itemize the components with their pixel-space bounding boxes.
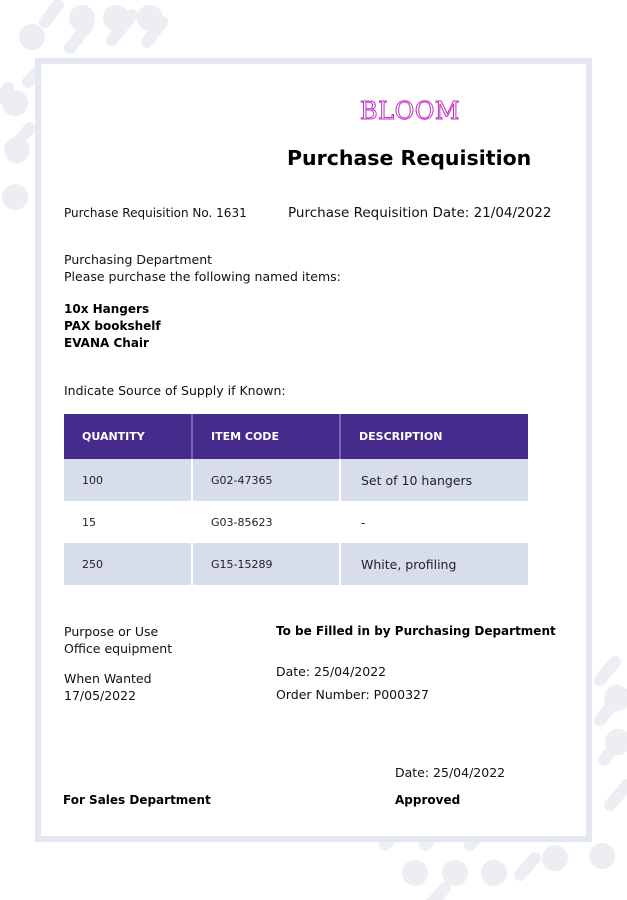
department-label: Purchasing Department bbox=[64, 252, 213, 267]
column-header-quantity: QUANTITY bbox=[64, 414, 192, 459]
brand-logo: BLOOM bbox=[360, 97, 460, 125]
named-item: 10x Hangers bbox=[64, 302, 150, 316]
approved-label: Approved bbox=[395, 793, 461, 807]
named-item: EVANA Chair bbox=[64, 336, 149, 350]
cell-quantity: 100 bbox=[64, 459, 192, 501]
requisition-date: Purchase Requisition Date: 21/04/2022 bbox=[288, 205, 552, 221]
cell-description: Set of 10 hangers bbox=[340, 459, 528, 501]
column-header-description: DESCRIPTION bbox=[340, 414, 528, 459]
cell-item-code: G03-85623 bbox=[192, 501, 340, 543]
purpose-label: Purpose or Use bbox=[64, 624, 159, 639]
table-header-row bbox=[64, 414, 528, 459]
when-wanted-label: When Wanted bbox=[64, 671, 152, 686]
named-item: PAX bookshelf bbox=[64, 319, 161, 333]
source-of-supply-label: Indicate Source of Supply if Known: bbox=[64, 383, 286, 398]
cell-description: - bbox=[340, 501, 528, 543]
sales-department-label: For Sales Department bbox=[63, 793, 211, 807]
table-row bbox=[64, 459, 528, 501]
cell-item-code: G02-47365 bbox=[192, 459, 340, 501]
cell-quantity: 250 bbox=[64, 543, 192, 585]
when-wanted-value: 17/05/2022 bbox=[64, 688, 137, 703]
table-row bbox=[64, 543, 528, 585]
items-table bbox=[64, 414, 528, 585]
purpose-value: Office equipment bbox=[64, 641, 173, 656]
purchasing-heading: To be Filled in by Purchasing Department bbox=[276, 624, 556, 638]
cell-item-code: G15-15289 bbox=[192, 543, 340, 585]
cell-quantity: 15 bbox=[64, 501, 192, 543]
table-row bbox=[64, 501, 528, 543]
order-number: Order Number: P000327 bbox=[276, 687, 429, 702]
purchasing-date: Date: 25/04/2022 bbox=[276, 664, 387, 679]
column-header-item-code: ITEM CODE bbox=[192, 414, 340, 459]
instruction-text: Please purchase the following named items: bbox=[64, 269, 341, 284]
cell-description: White, profiling bbox=[340, 543, 528, 585]
approval-date: Date: 25/04/2022 bbox=[395, 765, 506, 780]
page-title: Purchase Requisition bbox=[287, 146, 532, 170]
requisition-number: Purchase Requisition No. 1631 bbox=[64, 206, 247, 220]
